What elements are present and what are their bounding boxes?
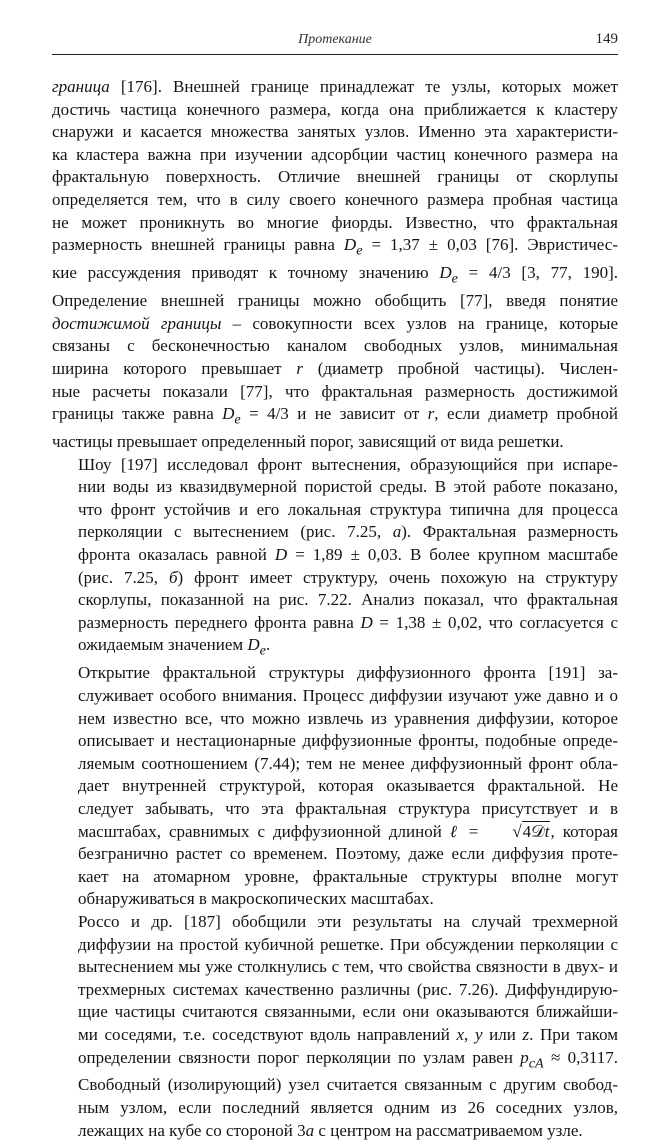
text-line: ляемым соотношением (7.44); тем не менее диффузионный фронт обла- — [78, 753, 618, 773]
text-line: ожидаемым значением $D_e$. — [78, 635, 271, 659]
text-line: граница [176]. Внешней границе принадлежат те узлы, которых может — [52, 77, 618, 96]
text-line: скорлупы, показанной на рис. 7.22. Анализ показал, что фрактальная — [78, 590, 618, 610]
running-title: Протекание — [298, 32, 372, 47]
text-line: служивает особого внимания. Процесс диффузии изучают уже давно и о — [78, 686, 618, 705]
text-line: снаружи и касается множества занятых узлов. Именно эта характеристи- — [52, 122, 618, 142]
text-line: нем известно все, что можно извлечь из уравнения диффузии, которое — [78, 708, 618, 728]
text-line: границы также равна $D_e = 4/3$ и не зависит от r, если диаметр пробной — [52, 404, 618, 428]
text-line: определении связности порог перколяции по узлам равен $p_{cA} \approx 0,3117$. — [78, 1047, 618, 1071]
text-line: ширина которого превышает r (диаметр пробной частицы). Числен- — [52, 358, 618, 378]
text-line: Россо и др. [187] обобщили эти результаты на случай трехмерной — [78, 911, 618, 931]
text-line: частицы превышает определенный порог, зависящий от вида решетки. — [52, 432, 564, 452]
body-text — [52, 76, 618, 1142]
text-line: ми соседями, т.е. соседствуют вдоль направлений x, y или z. При таком — [78, 1024, 619, 1044]
text-line: размерность переднего фронта равна D = 1,38 ± 0,02, что согласуется с — [78, 612, 619, 632]
text-line: обнаруживаться в макроскопических масштабах. — [78, 889, 434, 909]
text-line: масштабах, сравнимых с диффузионной длиной ℓ = √4𝒟t, которая — [78, 821, 618, 841]
text-line: фрактальную поверхность. Отличие внешней границы от скорлупы — [52, 167, 618, 187]
paragraph — [52, 76, 618, 454]
text-line: вытеснением мы уже столкнулись с тем, что свойства связности в двух- и — [78, 957, 618, 977]
text-line: лежащих на кубе со стороной 3a с центром на рассматриваемом узле. — [78, 1120, 583, 1140]
text-line: кает на атомарном уровне, фрактальные структуры вполне могут — [78, 866, 618, 886]
text-line: достижимой границы – совокупности всех узлов на границе, которые — [52, 313, 618, 333]
text-line: достичь частица конечного размера, когда она приближается к кластеру — [52, 99, 618, 119]
text-line: описывает и нестационарные диффузионные фронты, подобные опреде- — [78, 731, 618, 751]
text-line: диффузии на простой кубичной решетке. При обсуждении перколяции с — [78, 934, 618, 954]
text-line: дает внутренней структурой, которая оказывается фрактальной. Не — [78, 776, 618, 796]
page-number: 149 — [595, 31, 618, 47]
text-line: щие частицы считаются связанными, если они оказываются ближайши- — [78, 1002, 618, 1022]
running-head — [52, 28, 618, 55]
paragraph — [52, 911, 618, 1142]
paragraph — [52, 662, 618, 911]
text-line: (рис. 7.25, б) фронт имеет структуру, очень похожую на структуру — [78, 567, 618, 587]
text-line: безгранично растет со временем. Поэтому, даже если диффузия проте- — [78, 844, 618, 864]
text-line: не может проникнуть во многие фиорды. Известно, что фрактальная — [52, 212, 618, 232]
text-line: трехмерных системах качественно различны (рис. 7.26). Диффундирую- — [78, 979, 618, 999]
paragraph — [52, 454, 618, 663]
text-line: фронта оказалась равной D = 1,89 ± 0,03. В более крупном масштабе — [78, 545, 618, 565]
text-line: Свободный (изолирующий) узел считается связанным с другим свобод- — [78, 1075, 618, 1095]
text-line: перколяции с вытеснением (рис. 7.25, а). Фрактальная размерность — [78, 522, 618, 542]
text-line: что фронт устойчив и его локальная структура типична для процесса — [78, 499, 618, 519]
text-line: связаны с бесконечностью каналом свободных узлов, минимальная — [52, 336, 618, 356]
text-line: Открытие фрактальной структуры диффузионного фронта [191] за- — [78, 663, 618, 683]
text-line: Определение внешней границы можно обобщить [77], введя понятие — [52, 291, 618, 311]
text-line: нии воды из квазидвумерной пористой среды. В этой работе показано, — [78, 477, 618, 497]
text-line: ным узлом, если последний является одним из 26 соседних узлов, — [78, 1098, 618, 1118]
text-line: определяется тем, что в силу своего конечного размера пробная частица — [52, 189, 618, 209]
text-line: ка кластера важна при изучении адсорбции частиц конечного размера на — [52, 144, 618, 164]
text-line: следует забывать, что эта фрактальная структура присутствует и в — [78, 798, 618, 818]
text-line: размерность внешней границы равна $D_e = 1,37 \pm 0,03$ [76]. Эвристичес- — [52, 235, 618, 259]
text-line: Шоу [197] исследовал фронт вытеснения, образующийся при испаре- — [78, 454, 618, 474]
text-line: ные расчеты показали [77], что фрактальная размерность достижимой — [52, 381, 618, 401]
text-line: кие рассуждения приводят к точному значению $D_e = 4/3$ [3, 77, 190]. — [52, 263, 618, 287]
